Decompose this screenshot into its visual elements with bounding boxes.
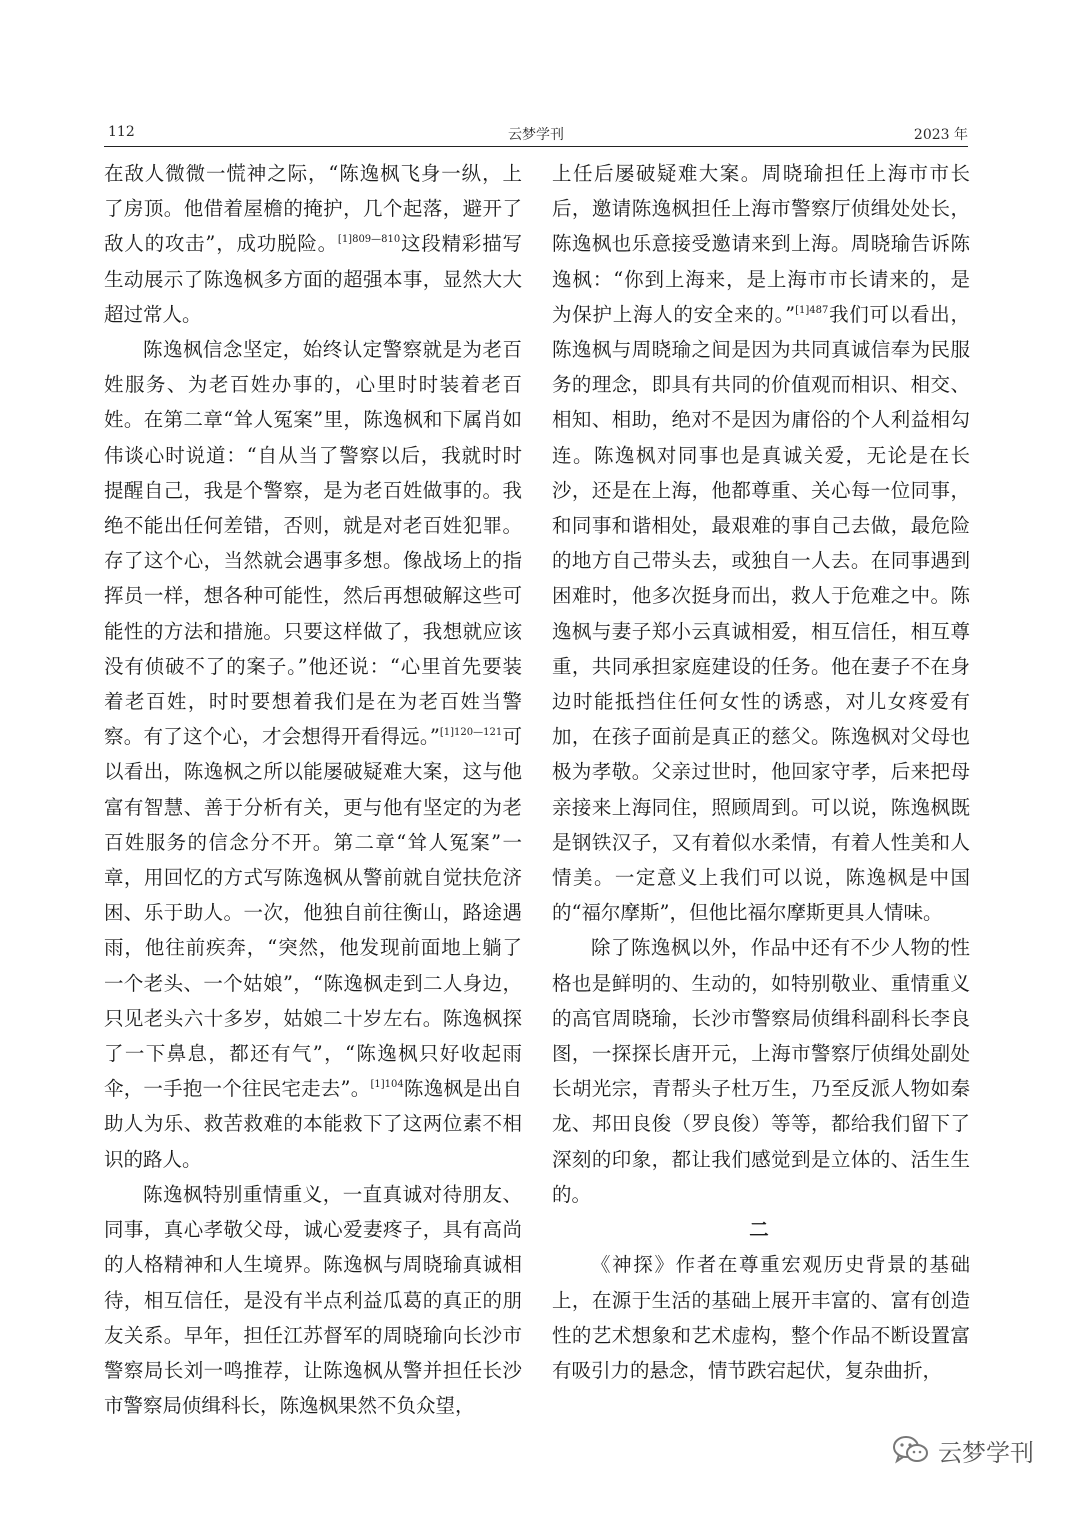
section-heading: 二 [749, 1218, 773, 1242]
text-run: 陈逸枫是出自助人为乐、救苦救难的本能救下了这两位素不相识的路人。 [104, 1077, 522, 1171]
paragraph [552, 930, 970, 1212]
text-run: 这段精彩描写生动展示了陈逸枫多方面的超强本事，显然大大超过常人。 [104, 232, 522, 326]
journal-year: 2023 年 [913, 127, 968, 143]
watermark-text: 云梦学刊 [938, 1438, 1034, 1467]
right-column [552, 156, 970, 1388]
paragraph [552, 156, 970, 930]
paragraph [104, 156, 522, 332]
text-run: 在敌人微微一慌神之际，“陈逸枫飞身一纵，上了房顶。他借着屋檐的掩护，几个起落，避开了敌人的攻击”，成功脱险。 [104, 162, 522, 256]
wechat-icon [892, 1434, 930, 1466]
paragraph [104, 332, 522, 1177]
text-run: 我们可以看出，陈逸枫与周晓瑜之间是因为共同真诚信奉为民服务的理念，即具有共同的价值观而相识、相交、相知、相助，绝对不是因为庸俗的个人利益相勾连。陈逸枫对同事也是真诚关爱，无论是在长沙，还是在上海，他都尊重、关心每一位同事，和同事和谐相处，最艰难的事自己去做，最危险的地方自己带头去，或独自一人去。在同事遇到困难时，他多次挺身而出，救人于危难之中。陈逸枫与妻子郑小云真诚相爱，相互信任，相互尊重，共同承担家庭建设的任务。他在妻子不在身边时能抵挡住任何女性的诱惑，对儿女疼爱有加，在孩子面前是真正的慈父。陈逸枫对父母也极为孝敬。父亲过世时，他回家守孝，后来把母亲接来上海同住，照顾周到。可以说，陈逸枫既是钢铁汉子，又有着似水柔情，有着人性美和人情美。一定意义上我们可以说，陈逸枫是中国的“福尔摩斯”，但他比福尔摩斯更具人情味。 [552, 302, 970, 925]
citation-ref: [1]487 [795, 304, 829, 316]
text-run: 《神探》作者在尊重宏观历史背景的基础上，在源于生活的基础上展开丰富的、富有创造性的艺术想象和艺术虚构，整个作品不断设置富有吸引力的悬念，情节跌宕起伏，复杂曲折， [552, 1253, 970, 1382]
citation-ref: [1]120—121 [439, 727, 503, 739]
text-run: 陈逸枫信念坚定，始终认定警察就是为老百姓服务、为老百姓办事的，心里时时装着老百姓。在第二章“耸人冤案”里，陈逸枫和下属肖如伟谈心时说道：“自从当了警察以后，我就时时提醒自己，我是个警察，是为老百姓做事的。我绝不能出任何差错，否则，就是对老百姓犯罪。存了这个心，当然就会遇事多想。像战场上的指挥员一样，想各种可能性，然后再想破解这些可能性的方法和措施。只要这样做了，我想就应该没有侦破不了的案子。”他还说：“心里首先要装着老百姓，时时要想着我们是在为老百姓当警察。有了这个心，才会想得开看得远。” [104, 338, 522, 749]
paragraph [552, 1247, 970, 1388]
header-rule [104, 146, 968, 147]
text-run: 上任后屡破疑难大案。周晓瑜担任上海市市长后，邀请陈逸枫担任上海市警察厅侦缉处处长，陈逸枫也乐意接受邀请来到上海。周晓瑜告诉陈逸枫：“你到上海来，是上海市市长请来的，是为保护上海人的安全来的。” [552, 162, 970, 326]
left-column [104, 156, 522, 1423]
paragraph [104, 1177, 522, 1423]
page-number: 112 [108, 124, 135, 140]
citation-ref: [1]104 [370, 1079, 404, 1091]
running-header [104, 120, 968, 146]
watermark [892, 1432, 1034, 1468]
citation-ref: [1]809—810 [337, 234, 401, 246]
journal-name: 云梦学刊 [508, 127, 564, 143]
text-run: 陈逸枫特别重情重义，一直真诚对待朋友、同事，真心孝敬父母，诚心爱妻疼子，具有高尚的人格精神和人生境界。陈逸枫与周晓瑜真诚相待，相互信任，是没有半点利益瓜葛的真正的朋友关系。早年，担任江苏督军的周晓瑜向长沙市警察局长刘一鸣推荐，让陈逸枫从警并担任长沙市警察局侦缉科长，陈逸枫果然不负众望， [104, 1182, 522, 1418]
text-run: 可以看出，陈逸枫之所以能屡破疑难大案，这与他富有智慧、善于分析有关，更与他有坚定的为老百姓服务的信念分不开。第二章“耸人冤案”一章，用回忆的方式写陈逸枫从警前就自觉扶危济困、乐于助人。一次，他独自前往衡山，路途遇雨，他往前疾奔，“突然，他发现前面地上躺了一个老头、一个姑娘”，“陈逸枫走到二人身边，只见老头六十多岁，姑娘二十岁左右。陈逸枫探了一下鼻息，都还有气”，“陈逸枫只好收起雨伞，一手抱一个往民宅走去”。 [104, 725, 522, 1101]
text-run: 除了陈逸枫以外，作品中还有不少人物的性格也是鲜明的、生动的，如特别敬业、重情重义的高官周晓瑜，长沙市警察局侦缉科副科长李良图，一探探长唐开元，上海市警察厅侦缉处副处长胡光宗，青帮头子杜万生，乃至反派人物如秦龙、邦田良俊（罗良俊）等等，都给我们留下了深刻的印象，都让我们感觉到是立体的、活生生的。 [552, 936, 970, 1206]
